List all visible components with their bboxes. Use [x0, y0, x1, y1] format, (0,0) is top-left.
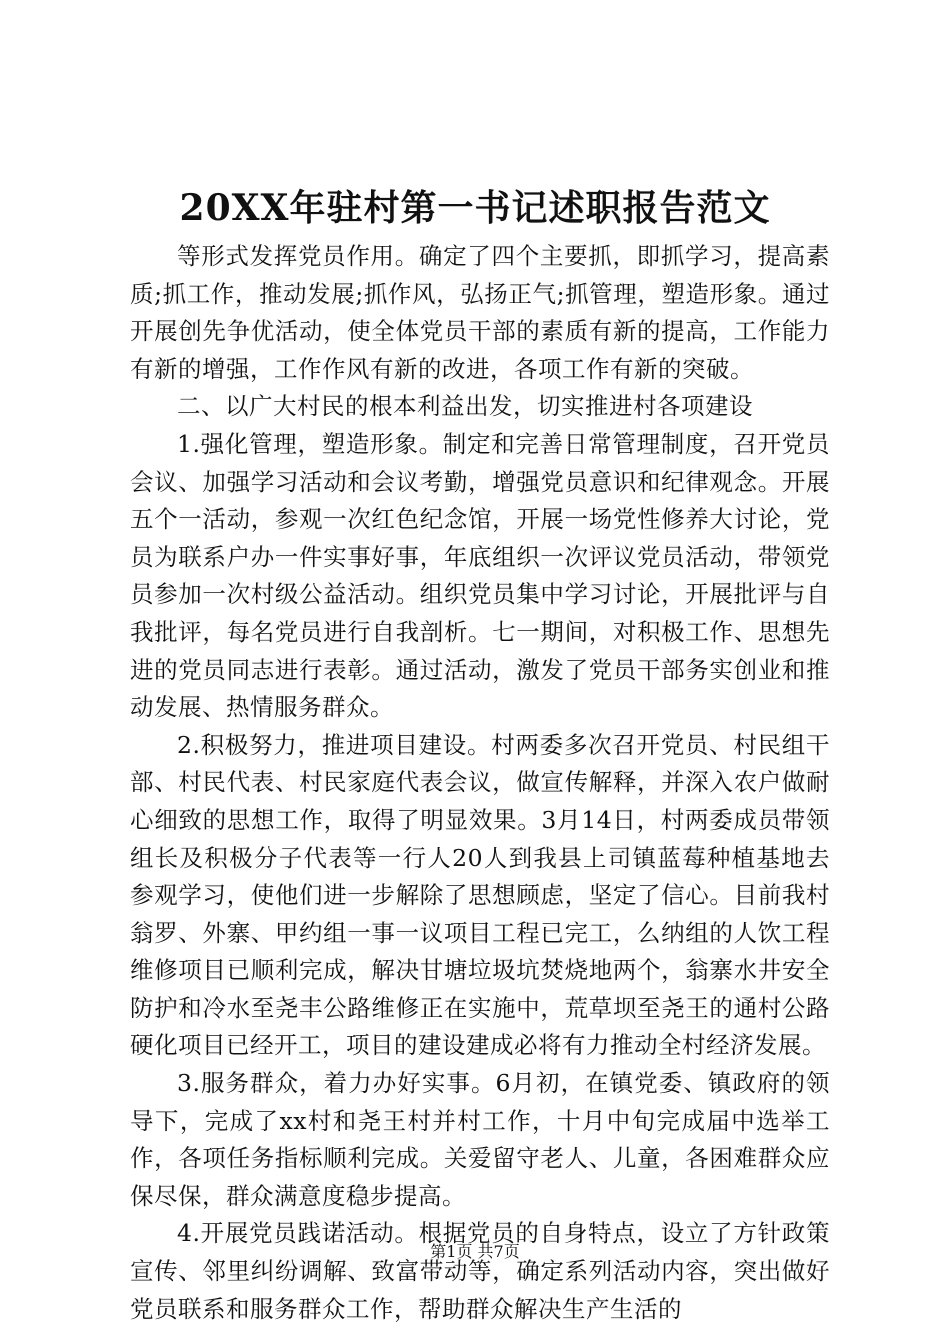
paragraph: 等形式发挥党员作用。确定了四个主要抓，即抓学习，提高素质;抓工作，推动发展;抓作风，弘扬正气;抓管理，塑造形象。通过开展创先争优活动，使全体党员干部的素质有新的提高，工作能力有新的增强，工作作风有新的改进，各项工作有新的突破。: [130, 242, 830, 383]
paragraph: 4.开展党员践诺活动。根据党员的自身特点，设立了方针政策宣传、邻里纠纷调解、致富带动等，确定系列活动内容，突出做好党员联系和服务群众工作，帮助群众解决生产生活的: [130, 1219, 830, 1323]
document-title: 20XX年驻村第一书记述职报告范文: [179, 187, 771, 229]
paragraph: 1.强化管理，塑造形象。制定和完善日常管理制度，召开党员会议、加强学习活动和会议考勤，增强党员意识和纪律观念。开展五个一活动，参观一次红色纪念馆，开展一场党性修养大讨论，党员为联系户办一件实事好事，年底组织一次评议党员活动，带领党员参加一次村级公益活动。组织党员集中学习讨论，开展批评与自我批评，每名党员进行自我剖析。七一期间，对积极工作、思想先进的党员同志进行表彰。通过活动，激发了党员干部务实创业和推动发展、热情服务群众。: [130, 429, 830, 722]
page-number-footer: 第1页 共7页: [430, 1242, 520, 1261]
section-heading: 二、以广大村民的根本利益出发，切实推进村各项建设: [177, 392, 753, 421]
document-body: [130, 238, 830, 1328]
paragraph: 2.积极努力，推进项目建设。村两委多次召开党员、村民组干部、村民代表、村民家庭代表会议，做宣传解释，并深入农户做耐心细致的思想工作，取得了明显效果。3月14日，村两委成员带领组长及积极分子代表等一行人20人到我县上司镇蓝莓种植基地去参观学习，使他们进一步解除了思想顾虑，坚定了信心。目前我村翁罗、外寨、甲约组一事一议项目工程已完工，么纳组的人饮工程维修项目已顺利完成，解决甘塘垃圾坑焚烧地两个，翁寨水井安全防护和冷水至尧丰公路维修正在实施中，荒草坝至尧王的通村公路硬化项目已经开工，项目的建设建成必将有力推动全村经济发展。: [130, 730, 830, 1060]
paragraph: 3.服务群众，着力办好实事。6月初，在镇党委、镇政府的领导下，完成了xx村和尧王村并村工作，十月中旬完成届中选举工作，各项任务指标顺利完成。关爱留守老人、儿童，各困难群众应保尽保，群众满意度稳步提高。: [130, 1069, 830, 1210]
